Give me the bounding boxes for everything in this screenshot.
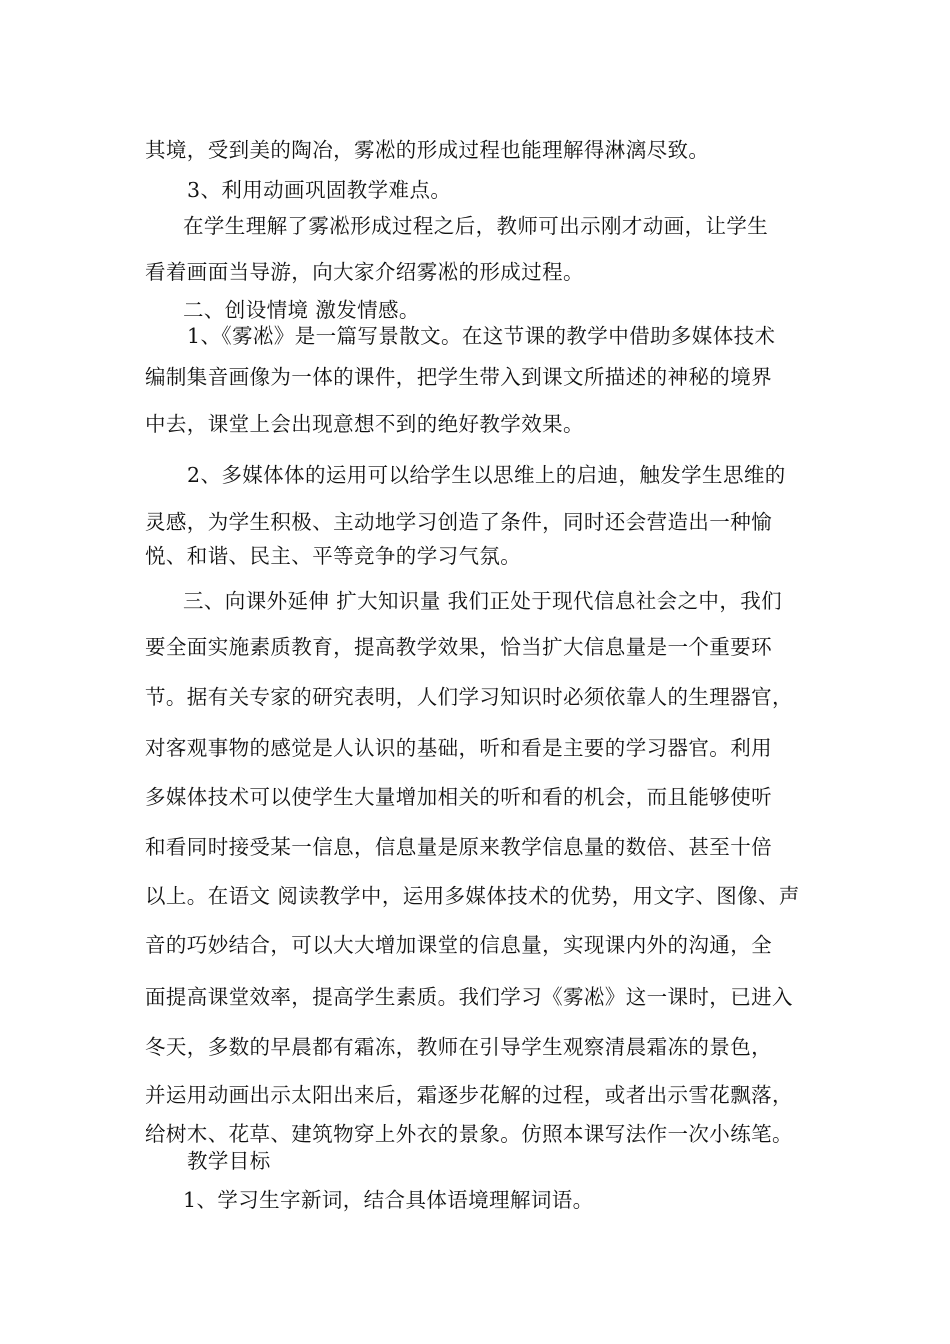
- text-line: 给树木、花草、建筑物穿上外衣的景象。仿照本课写法作一次小练笔。: [145, 1122, 793, 1146]
- text-line: 并运用动画出示太阳出来后，霜逐步花解的过程，或者出示雪花飘落，: [145, 1083, 793, 1107]
- text-line: 冬天，多数的早晨都有霜冻，教师在引导学生观察清晨霜冻的景色，: [145, 1035, 772, 1059]
- text-line: 以上。在语文 阅读教学中，运用多媒体技术的优势，用文字、图像、声: [145, 884, 800, 908]
- text-line: 悦、和谐、民主、平等竞争的学习气氛。: [145, 544, 522, 568]
- text-line: 和看同时接受某一信息，信息量是原来教学信息量的数倍、甚至十倍: [145, 835, 772, 859]
- text-line: 对客观事物的感觉是人认识的基础，听和看是主要的学习器官。利用: [145, 736, 772, 760]
- text-line: 其境，受到美的陶冶，雾凇的形成过程也能理解得淋漓尽致。: [145, 138, 710, 162]
- text-line: 节。据有关专家的研究表明，人们学习知识时必须依靠人的生理器官，: [145, 685, 793, 709]
- text-line: 音的巧妙结合，可以大大增加课堂的信息量，实现课内外的沟通，全: [145, 933, 772, 957]
- section-heading: 教学目标: [187, 1149, 271, 1173]
- text-line: 灵感，为学生积极、主动地学习创造了条件，同时还会营造出一种愉: [145, 510, 772, 534]
- text-line: 3、利用动画巩固教学难点。: [187, 178, 452, 202]
- text-line: 要全面实施素质教育，提高教学效果，恰当扩大信息量是一个重要环: [145, 635, 772, 659]
- text-line: 编制集音画像为一体的课件，把学生带入到课文所描述的神秘的境界: [145, 365, 772, 389]
- text-line: 1、《雾凇》是一篇写景散文。在这节课的教学中借助多媒体技术: [187, 324, 776, 348]
- text-line: 多媒体技术可以使学生大量增加相关的听和看的机会，而且能够使听: [145, 785, 772, 809]
- text-line: 看着画面当导游，向大家介绍雾凇的形成过程。: [145, 260, 584, 284]
- section-heading: 三、向课外延伸 扩大知识量 我们正处于现代信息社会之中，我们: [183, 589, 783, 613]
- text-line: 面提高课堂效率，提高学生素质。我们学习《雾凇》这一课时，已进入: [145, 985, 793, 1009]
- text-line: 中去，课堂上会出现意想不到的绝好教学效果。: [145, 412, 584, 436]
- section-heading: 二、创设情境 激发情感。: [183, 298, 420, 322]
- text-line: 在学生理解了雾凇形成过程之后，教师可出示刚才动画，让学生: [183, 214, 769, 238]
- text-line: 2、多媒体体的运用可以给学生以思维上的启迪，触发学生思维的: [187, 463, 786, 487]
- text-line: 1、学习生字新词，结合具体语境理解词语。: [183, 1188, 594, 1212]
